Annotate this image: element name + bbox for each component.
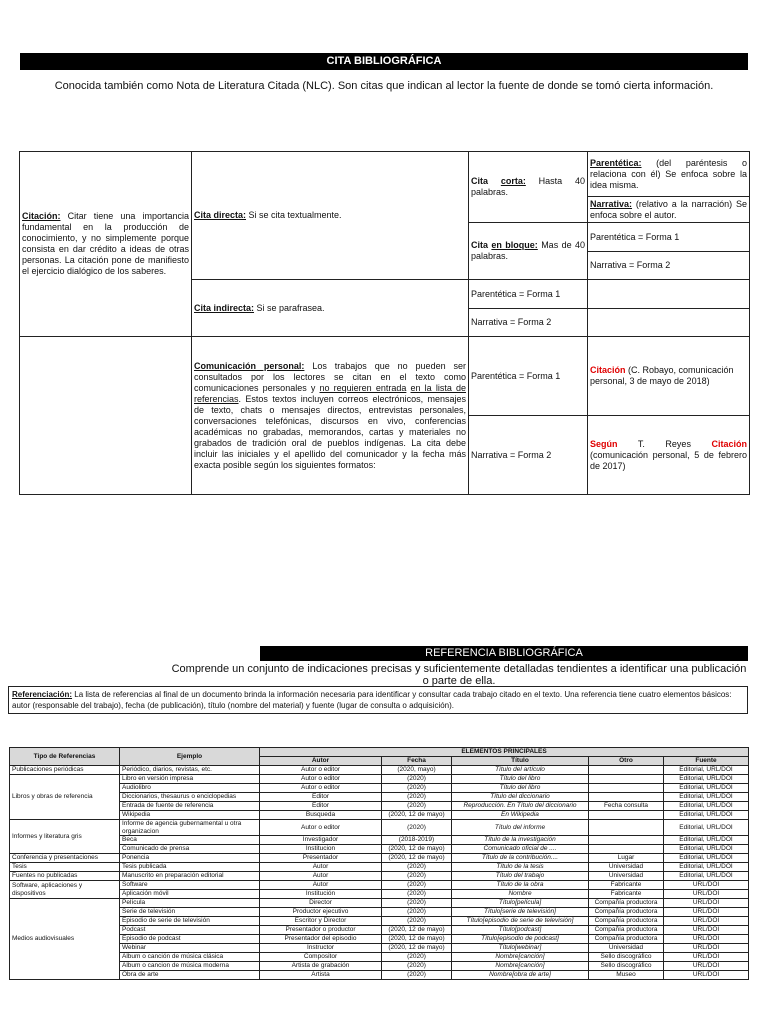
indirecta-term: Cita indirecta:: [194, 302, 255, 313]
table-cell: (2020, 12 de mayo): [382, 944, 452, 953]
reference-type-cell: Libros y obras de referencia: [10, 775, 120, 820]
citacion-term: Citación:: [22, 211, 61, 221]
table-cell: Tesis publicada: [120, 863, 260, 872]
table-cell: Nombre[canción]: [452, 953, 589, 962]
table-cell: Escritor y Director: [260, 917, 382, 926]
indirecta-cell: [192, 280, 469, 337]
table-cell: [589, 811, 664, 820]
personal-u1: no requieren entrada: [319, 382, 407, 393]
table-cell: Editorial, URL/DOI: [664, 845, 749, 854]
table-cell: Director: [260, 899, 382, 908]
citacion-cell: [20, 152, 192, 337]
parentetica-def-cell: [588, 152, 750, 197]
table-row: [10, 908, 749, 917]
table-cell: [589, 845, 664, 854]
table-row: [10, 845, 749, 854]
table-cell: (2020, 12 de mayo): [382, 854, 452, 863]
table-cell: Editor: [260, 802, 382, 811]
table-cell: Lugar: [589, 854, 664, 863]
reference-type-cell: Medios audiovisuales: [10, 899, 120, 980]
table-cell: Compositor: [260, 953, 382, 962]
ex2-red1: Según: [590, 438, 618, 449]
table-cell: (2020, 12 de mayo): [382, 926, 452, 935]
table-cell: Editorial, URL/DOI: [664, 863, 749, 872]
table-cell: Audiolibro: [120, 784, 260, 793]
table-row: [10, 784, 749, 793]
table-cell: Compañía productora: [589, 935, 664, 944]
header-titulo: Título: [452, 757, 589, 766]
bloque-forma1: Parentética = Forma 1: [588, 223, 750, 252]
citacion-empty: [20, 337, 192, 495]
table-cell: (2020): [382, 802, 452, 811]
table-cell: En Wikipedia: [452, 811, 589, 820]
referencia-title: REFERENCIA BIBLIOGRÁFICA: [260, 646, 748, 661]
table-cell: Compañía productora: [589, 899, 664, 908]
table-row: [10, 802, 749, 811]
table-row: [10, 962, 749, 971]
table-cell: Ponencia: [120, 854, 260, 863]
table-cell: URL/DOI: [664, 944, 749, 953]
table-cell: [589, 836, 664, 845]
table-cell: Productor ejecutivo: [260, 908, 382, 917]
narrativa-def-cell: [588, 197, 750, 223]
table-cell: Título del libro: [452, 784, 589, 793]
reference-type-cell: Publicaciones periódicas: [10, 766, 120, 775]
table-cell: Museo: [589, 971, 664, 980]
table-cell: Nombre[canción]: [452, 962, 589, 971]
table-cell: Título del informe: [452, 820, 589, 836]
table-cell: Universidad: [589, 872, 664, 881]
table-cell: Presentador: [260, 854, 382, 863]
bloque-cell: [469, 223, 588, 280]
table-cell: Editorial, URL/DOI: [664, 775, 749, 784]
table-cell: Editorial, URL/DOI: [664, 802, 749, 811]
table-cell: Compañía productora: [589, 917, 664, 926]
table-cell: Manuscrito en preparación editorial: [120, 872, 260, 881]
table-cell: (2020): [382, 899, 452, 908]
table-cell: URL/DOI: [664, 962, 749, 971]
table-cell: URL/DOI: [664, 917, 749, 926]
table-cell: Título del diccionario: [452, 793, 589, 802]
personal-example1: [588, 337, 750, 416]
table-cell: Película: [120, 899, 260, 908]
table-cell: [589, 793, 664, 802]
cita-intro: Conocida también como Nota de Literatura Citada (NLC). Son citas que indican al lector la fuente de donde se tomó cierta información.: [54, 80, 714, 92]
indirecta-text: Si se parafrasea.: [254, 302, 325, 313]
table-cell: (2020): [382, 917, 452, 926]
header-otro: Otro: [589, 757, 664, 766]
table-cell: Presentador del episodio: [260, 935, 382, 944]
table-cell: Presentador o productor: [260, 926, 382, 935]
referenciacion-text: La lista de referencias al final de un documento brinda la información necesaria para identificar y consultar cada trabajo citado en el texto. Una referencia tiene cuatro elementos básicos: autor (responsable del trabajo), fecha (de publicación), título (nombre del material) y fuente (lugar de consulta o adquisición).: [12, 690, 732, 710]
corta-a: Cita: [471, 176, 501, 186]
referenciacion-term: Referenciación:: [12, 690, 73, 699]
table-cell: Editor: [260, 793, 382, 802]
table-cell: Autor: [260, 863, 382, 872]
directa-cell: [192, 152, 469, 280]
table-cell: (2020): [382, 820, 452, 836]
table-cell: (2020): [382, 971, 452, 980]
table-cell: Episodio de podcast: [120, 935, 260, 944]
ex1-text: (C. Robayo, comunicación personal, 3 de mayo de 2018): [590, 365, 734, 386]
table-cell: (2020, 12 de mayo): [382, 811, 452, 820]
table-cell: URL/DOI: [664, 908, 749, 917]
reference-type-cell: Conferencia y presentaciones: [10, 854, 120, 863]
table-cell: [589, 820, 664, 836]
personal-cell: [192, 337, 469, 495]
table-row: [10, 820, 749, 836]
table-row: [10, 863, 749, 872]
table-cell: Título[webinar]: [452, 944, 589, 953]
table-cell: Autor: [260, 881, 382, 890]
table-cell: Institución: [260, 890, 382, 899]
references-table: [9, 747, 749, 980]
directa-term: Cita directa:: [194, 210, 247, 220]
personal-example2: [588, 416, 750, 495]
table-cell: Título de la obra: [452, 881, 589, 890]
table-cell: URL/DOI: [664, 881, 749, 890]
table-cell: Serie de televisión: [120, 908, 260, 917]
table-row: [10, 854, 749, 863]
header-autor: Autor: [260, 757, 382, 766]
personal-u2: en la lista de referencias: [194, 382, 466, 404]
table-row: [10, 775, 749, 784]
table-cell: Autor: [260, 872, 382, 881]
table-row: [10, 766, 749, 775]
table-cell: URL/DOI: [664, 953, 749, 962]
table-cell: Informe de agencia gubernamental u otra organizacion: [120, 820, 260, 836]
narrativa-text: (relativo a la narración) Se enfoca sobre el autor.: [590, 198, 747, 220]
corta-cell: [469, 152, 588, 223]
table-cell: Universidad: [589, 944, 664, 953]
table-cell: Fabricante: [589, 881, 664, 890]
table-cell: Instructor: [260, 944, 382, 953]
ex2-text: (comunicación personal, 5 de febrero de 2017): [590, 449, 747, 471]
table-row: [10, 917, 749, 926]
table-row: [10, 899, 749, 908]
header-elementos: ELEMENTOS PRINCIPALES: [260, 748, 749, 757]
table-cell: Editorial, URL/DOI: [664, 793, 749, 802]
reference-type-cell: Software, aplicaciones y dispositivos: [10, 881, 120, 899]
referencia-intro: Comprende un conjunto de indicaciones precisas y suficientemente detalladas tendientes a identificar una publicación o parte de ella.: [171, 663, 747, 687]
cita-title: CITA BIBLIOGRÁFICA: [20, 53, 748, 70]
corta-b: corta:: [500, 176, 526, 186]
table-row: [10, 971, 749, 980]
table-cell: (2020): [382, 784, 452, 793]
table-cell: Compañía productora: [589, 926, 664, 935]
table-cell: Comunicado de prensa: [120, 845, 260, 854]
ex1-red: Citación: [590, 365, 626, 375]
table-cell: Título del artículo: [452, 766, 589, 775]
citation-table: [19, 151, 750, 495]
table-cell: Editorial, URL/DOI: [664, 820, 749, 836]
ex2-mid: T. Reyes: [617, 438, 712, 449]
table-cell: Episodio de serie de televisión: [120, 917, 260, 926]
corta-text: Hasta 40 palabras.: [471, 176, 585, 197]
table-row: [10, 793, 749, 802]
table-cell: URL/DOI: [664, 971, 749, 980]
table-cell: Editorial, URL/DOI: [664, 766, 749, 775]
table-cell: (2020): [382, 872, 452, 881]
personal-a: Los trabajos que no pueden ser consultados por los lectores se citan en el texto como comunicaciones personales y: [194, 360, 466, 393]
table-cell: URL/DOI: [664, 926, 749, 935]
table-cell: Título de la contribución....: [452, 854, 589, 863]
table-row: [10, 890, 749, 899]
table-cell: Entrada de fuente de referencia: [120, 802, 260, 811]
table-cell: Editorial, URL/DOI: [664, 872, 749, 881]
table-cell: (2020): [382, 890, 452, 899]
table-cell: Fabricante: [589, 890, 664, 899]
table-cell: Autor o editor: [260, 766, 382, 775]
table-cell: [589, 775, 664, 784]
table-cell: Autor o editor: [260, 775, 382, 784]
ex2-red2: Citación: [711, 438, 747, 449]
table-cell: Editorial, URL/DOI: [664, 811, 749, 820]
table-cell: (2020): [382, 908, 452, 917]
table-cell: Album o canción de música clásica: [120, 953, 260, 962]
table-cell: Autor o editor: [260, 820, 382, 836]
table-cell: Periódico, diarios, revistas, etc.: [120, 766, 260, 775]
table-cell: Universidad: [589, 863, 664, 872]
citacion-text: Citar tiene una importancia fundamental en la producción de conocimiento, y no simplemente porque consista en dar crédito a ideas de otras personas. La citación pone de manifiesto el ejercicio dialógico de los saberes.: [22, 211, 189, 276]
table-cell: (2020): [382, 775, 452, 784]
table-cell: Reproducción. En Título del diccionario: [452, 802, 589, 811]
table-cell: Software: [120, 881, 260, 890]
indirecta-empty1: [588, 280, 750, 309]
header-fuente: Fuente: [664, 757, 749, 766]
table-cell: URL/DOI: [664, 890, 749, 899]
table-cell: Podcast: [120, 926, 260, 935]
table-cell: Título[podcast]: [452, 926, 589, 935]
table-cell: (2020, mayo): [382, 766, 452, 775]
table-cell: Busqueda: [260, 811, 382, 820]
reference-type-cell: Informes y literatura gris: [10, 820, 120, 854]
indirecta-forma2: Narrativa = Forma 2: [469, 309, 588, 337]
parentetica-term: Parentética:: [590, 157, 642, 168]
table-cell: Investigador: [260, 836, 382, 845]
reference-type-cell: Tesis: [10, 863, 120, 872]
table-cell: Wikipedia: [120, 811, 260, 820]
table-row: [10, 811, 749, 820]
header-ejemplo: Ejemplo: [120, 748, 260, 766]
table-cell: [589, 766, 664, 775]
bloque-a: Cita: [471, 240, 492, 250]
table-cell: (2020): [382, 962, 452, 971]
table-cell: Artista de grabación: [260, 962, 382, 971]
table-cell: Webinar: [120, 944, 260, 953]
table-cell: Nombre[obra de arte]: [452, 971, 589, 980]
table-cell: Beca: [120, 836, 260, 845]
personal-forma1: Parentética = Forma 1: [469, 337, 588, 416]
table-cell: Título de la investigación: [452, 836, 589, 845]
table-cell: Album o cancion de música moderna: [120, 962, 260, 971]
table-cell: [589, 784, 664, 793]
table-cell: URL/DOI: [664, 899, 749, 908]
table-cell: Editorial, URL/DOI: [664, 836, 749, 845]
table-cell: Título[serie de televisión]: [452, 908, 589, 917]
table-cell: Obra de arte: [120, 971, 260, 980]
table-cell: Autor o editor: [260, 784, 382, 793]
table-cell: Sello discográfico: [589, 953, 664, 962]
table-cell: (2018-2019): [382, 836, 452, 845]
indirecta-forma1: Parentética = Forma 1: [469, 280, 588, 309]
header-fecha: Fecha: [382, 757, 452, 766]
table-cell: Título[película]: [452, 899, 589, 908]
table-cell: (2020): [382, 793, 452, 802]
table-cell: Título[episodio de podcast]: [452, 935, 589, 944]
table-row: [10, 872, 749, 881]
table-row: [10, 935, 749, 944]
referenciacion-box: [8, 686, 748, 714]
directa-text: Si se cita textualmente.: [246, 210, 342, 220]
table-row: [10, 953, 749, 962]
personal-forma2: Narrativa = Forma 2: [469, 416, 588, 495]
bloque-forma2: Narrativa = Forma 2: [588, 252, 750, 280]
bloque-text: Mas de 40 palabras.: [471, 240, 585, 261]
bloque-b: en bloque:: [491, 240, 538, 250]
table-cell: URL/DOI: [664, 935, 749, 944]
table-cell: Nombre: [452, 890, 589, 899]
table-cell: Comunicado oficial de ....: [452, 845, 589, 854]
table-cell: Título de la tesis: [452, 863, 589, 872]
table-cell: Sello discográfico: [589, 962, 664, 971]
table-cell: Compañía productora: [589, 908, 664, 917]
narrativa-term: Narrativa:: [590, 198, 633, 209]
table-cell: Título del trabajo: [452, 872, 589, 881]
table-cell: Título[episodio de serie de televisión]: [452, 917, 589, 926]
table-cell: (2020): [382, 863, 452, 872]
indirecta-empty2: [588, 309, 750, 337]
table-cell: (2020, 12 de mayo): [382, 935, 452, 944]
table-cell: Editorial, URL/DOI: [664, 784, 749, 793]
table-cell: Diccionarios, thesaurus o enciclopedias: [120, 793, 260, 802]
header-tipo: Tipo de Referencias: [10, 748, 120, 766]
references-body: [10, 766, 749, 980]
parentetica-text: (del paréntesis o relaciona con él) Se enfoca sobre la idea misma.: [590, 157, 747, 190]
table-row: [10, 926, 749, 935]
table-cell: (2020): [382, 953, 452, 962]
personal-term: Comunicación personal:: [194, 360, 305, 371]
table-cell: Libro en versión impresa: [120, 775, 260, 784]
table-cell: (2020): [382, 881, 452, 890]
table-cell: (2020, 12 de mayo): [382, 845, 452, 854]
personal-c: . Estos textos incluyen correos electrónicos, mensajes de texto, chats o mensajes directos, entrevistas personales, conversaciones telefónicas, discursos en vivo, conferencias académicas no grabadas, memorandos, cartas y materiales no grabados de tradición oral de pueblos indígenas. La cita debe incluir las iniciales y el apellido del comunicador y la fecha más exacta posible según los siguientes formatos:: [194, 393, 466, 470]
table-cell: Aplicación móvil: [120, 890, 260, 899]
table-row: [10, 944, 749, 953]
table-cell: Editorial, URL/DOI: [664, 854, 749, 863]
table-cell: Artista: [260, 971, 382, 980]
table-cell: Institucion: [260, 845, 382, 854]
table-row: [10, 881, 749, 890]
table-cell: Título del libro: [452, 775, 589, 784]
table-row: [10, 836, 749, 845]
reference-type-cell: Fuentes no publicadas: [10, 872, 120, 881]
table-cell: Fecha consulta: [589, 802, 664, 811]
